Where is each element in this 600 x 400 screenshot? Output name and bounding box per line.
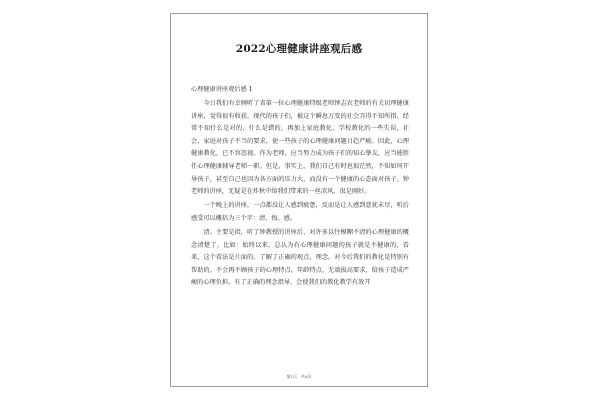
page-number: 第1页 共6页 — [286, 374, 312, 379]
document-body — [191, 98, 409, 291]
paragraph-2: 一个晚上的讲座，一点都没让人感到疲惫，反而是让人感到意犹未尽，听后感受可以概括为三个字：清、悔、感。 — [191, 202, 409, 222]
document-title: 2022心理健康讲座观后感 — [235, 43, 363, 55]
document-page — [170, 13, 428, 387]
paragraph-3: 清。主要是指，听了钟教授的讲座后，对许多以往模糊不清的心理健康的概念清楚了。比如：始终以来，总认为有心理健康问题的孩子就是不健康的，看来，这个看法是片面的。了解了正确的观点、理念，对今后我们的教化是特别有帮助的。不会再不顾孩子的心理特点、年龄特点，无端拔高要求，给孩子造成严峻的心理负担。有了正确的理念指导，会使我们的教化教学有效开 — [191, 228, 409, 287]
paragraph-1: 今日我们有幸倾听了省第一位心理健康特级老师钟志农老师的有关切理健康讲座，觉得很有收获。现代的孩子们，被这个瞬息万变的社会弄得不知所措，经常不知什么是对的，什么是错的，再加上家庭教化、学校教化的一些失误，社会、家庭对孩子不当的要求，使一些孩子的心理健康问题日趋严峻。因此，心理健康教化，已不容忽视。作为老师，应当努力成为孩子们的知心挚友，应当能胜任心理健康辅导老师一职。但是，事实上，我们自己有时也很茫然，不知如何开导孩子，甚至自己也因为各方面的压力大，而没有一个健康的心态面对孩子。钟老师的讲座，无疑是在炸秋中给我们带来的一丝凉风，很是刚好。 — [191, 100, 409, 196]
section-heading: 心理健康讲座观后感 1 — [191, 86, 253, 93]
